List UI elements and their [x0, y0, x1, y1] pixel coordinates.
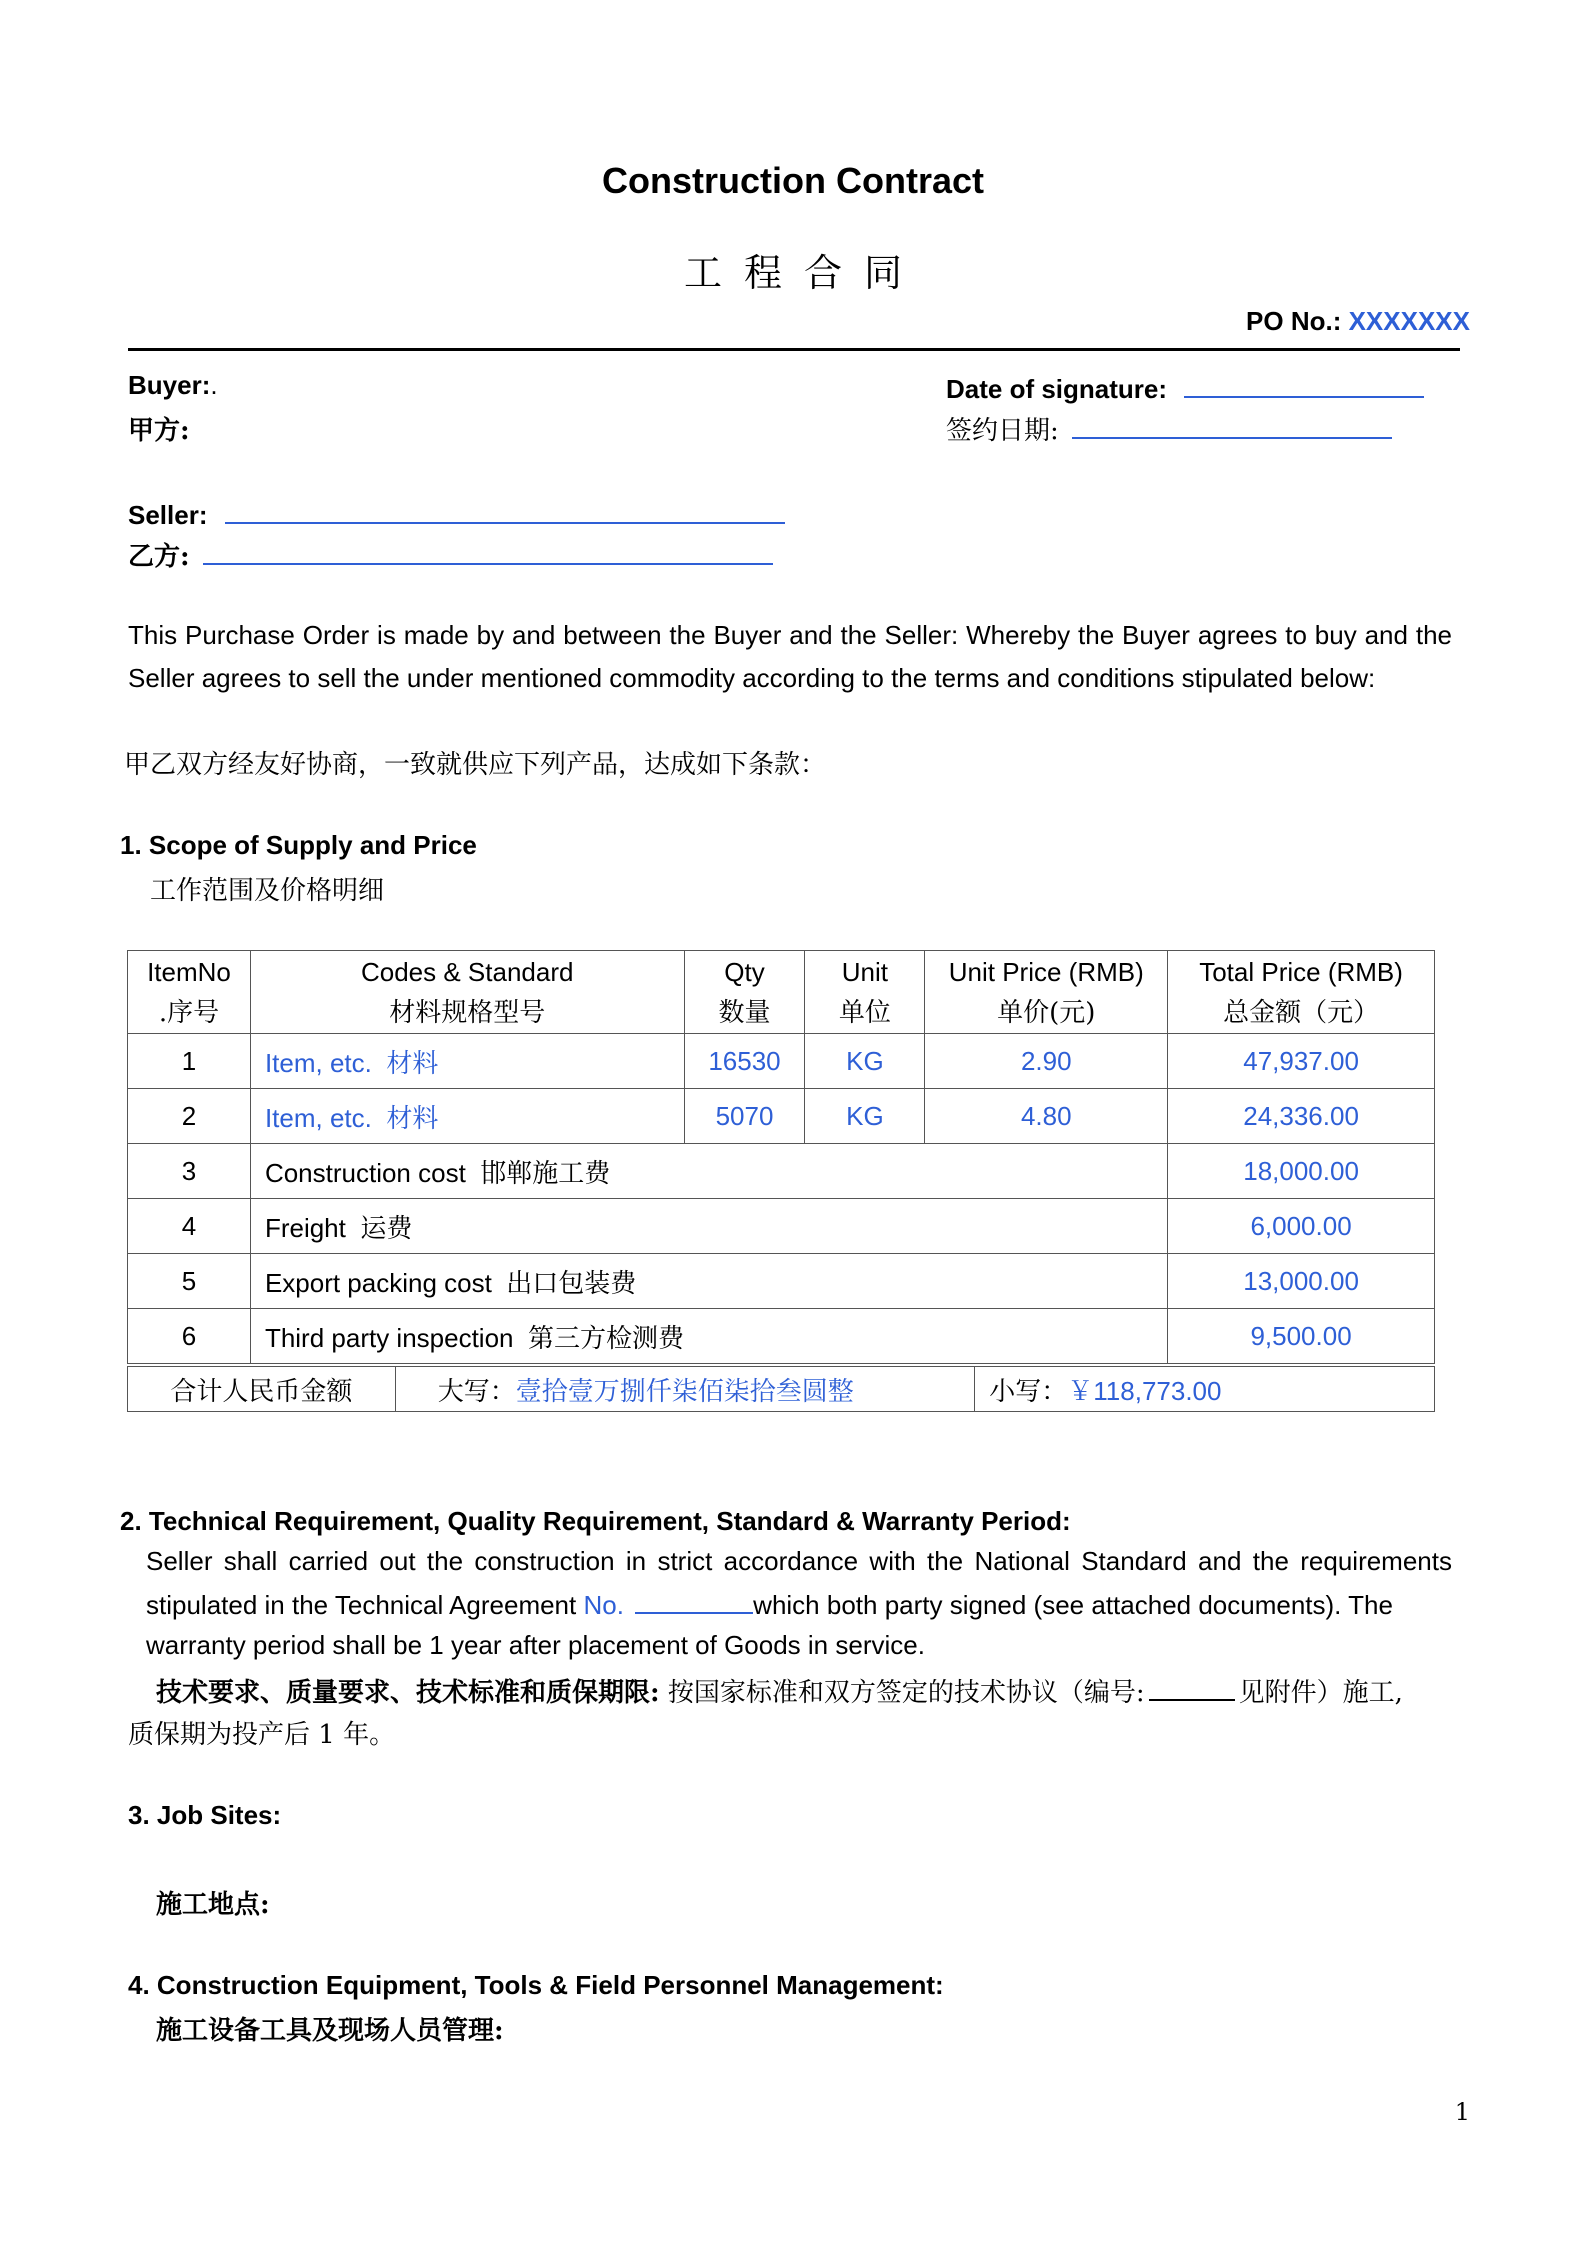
- cell-description: Third party inspection 第三方检测费: [250, 1309, 1167, 1364]
- section2-title: 2. Technical Requirement, Quality Requirement, Standard & Warranty Period:: [120, 1506, 1071, 1536]
- table-row: [128, 1199, 1435, 1254]
- buyer-suffix: .: [210, 370, 218, 400]
- intro-paragraph: This Purchase Order is made by and between the Buyer and the Seller: Whereby the Buyer agrees to buy and the Seller agrees to sell the under mentioned commodity according to the terms and conditions stipulated below:: [128, 620, 1452, 693]
- po-number: [1246, 306, 1470, 337]
- page-number: 1: [1454, 2098, 1470, 2126]
- cell-total: 24,336.00: [1168, 1089, 1435, 1144]
- cell-description: Construction cost 邯郸施工费: [250, 1144, 1167, 1199]
- cell-total: 9,500.00: [1168, 1309, 1435, 1364]
- buyer-label-en: Buyer:: [128, 370, 211, 400]
- section2-cn-line1: [156, 1672, 1403, 1709]
- buyer-label: [128, 370, 218, 401]
- cell-item-no: 1: [128, 1034, 251, 1089]
- table-row: [128, 1309, 1435, 1364]
- section3-title: 3. Job Sites:: [128, 1800, 282, 1830]
- table-row: [128, 1144, 1435, 1199]
- section2-cn-text: 按国家标准和双方签定的技术协议（编号:: [659, 1678, 1145, 1708]
- po-label: PO No.:: [1246, 306, 1349, 336]
- section4-title: 4. Construction Equipment, Tools & Field Personnel Management:: [128, 1970, 944, 2000]
- cell-item-no: 5: [128, 1254, 251, 1309]
- price-table: [127, 950, 1435, 1364]
- seller-label-en: Seller:: [128, 500, 208, 530]
- section1-subtitle: 工作范围及价格明细: [150, 876, 385, 906]
- header-cell-unit-price: Unit Price (RMB) 单价(元): [925, 951, 1168, 1034]
- header-cell-codes: Codes & Standard 材料规格型号: [250, 951, 684, 1034]
- po-value: XXXXXXX: [1348, 306, 1470, 336]
- section2-line2-text-b: which both party signed (see attached documents). The: [753, 1590, 1393, 1620]
- summary-small-amount: 小写：￥118,773.00: [975, 1367, 1435, 1412]
- header-cell-qty: Qty 数量: [684, 951, 805, 1034]
- section3-subtitle: 施工地点:: [156, 1890, 270, 1920]
- table-header-row: [128, 951, 1435, 1034]
- cell-code: Item, etc. 材料: [250, 1089, 684, 1144]
- summary-capital-amount: 大写：壹拾壹万捌仟柒佰柒拾叁圆整: [395, 1367, 975, 1412]
- section2-line1: Seller shall carried out the construction in strict accordance with the National Standard and the requirements: [146, 1546, 1452, 1576]
- cell-total: 13,000.00: [1168, 1254, 1435, 1309]
- date-cn-blank-line[interactable]: [1072, 411, 1392, 439]
- cell-item-no: 4: [128, 1199, 251, 1254]
- seller-label: [128, 496, 785, 531]
- summary-label: 合计人民币金额: [128, 1367, 396, 1412]
- table-row: [128, 1254, 1435, 1309]
- seller-cn-blank-line[interactable]: [203, 537, 773, 565]
- cell-total: 6,000.00: [1168, 1199, 1435, 1254]
- header-cell-unit: Unit 单位: [805, 951, 925, 1034]
- section4-subtitle: 施工设备工具及现场人员管理:: [156, 2016, 504, 2046]
- cell-item-no: 6: [128, 1309, 251, 1364]
- section2-cn-text-b: 见附件）施工,: [1238, 1678, 1403, 1708]
- section2-line2: [146, 1588, 1393, 1621]
- cell-qty: 5070: [684, 1089, 805, 1144]
- cell-item-no: 3: [128, 1144, 251, 1199]
- header-cell-total-price: Total Price (RMB) 总金额（元）: [1168, 951, 1435, 1034]
- cell-unit: KG: [805, 1034, 925, 1089]
- seller-blank-line[interactable]: [225, 496, 785, 524]
- header-cell-item-no: ItemNo .序号: [128, 951, 251, 1034]
- document-title-cn: 工程合同: [683, 251, 924, 295]
- agreement-no-label: No.: [583, 1590, 624, 1620]
- cell-item-no: 2: [128, 1089, 251, 1144]
- section2-line3: warranty period shall be 1 year after placement of Goods in service.: [146, 1630, 925, 1660]
- date-label-cn: 签约日期:: [946, 416, 1059, 446]
- date-of-signature: [946, 370, 1424, 405]
- cell-unit: KG: [805, 1089, 925, 1144]
- buyer-label-cn: 甲方:: [128, 416, 190, 446]
- cell-description: Export packing cost 出口包装费: [250, 1254, 1167, 1309]
- section1-title: 1. Scope of Supply and Price: [120, 830, 477, 860]
- table-row: [128, 1034, 1435, 1089]
- date-blank-line[interactable]: [1184, 370, 1424, 398]
- section2-cn-line2: 质保期为投产后 1 年。: [128, 1720, 396, 1750]
- date-label-en: Date of signature:: [946, 374, 1168, 404]
- cell-description: Freight 运费: [250, 1199, 1167, 1254]
- summary-row: [128, 1367, 1435, 1412]
- summary-table: [127, 1366, 1435, 1412]
- cell-code: Item, etc. 材料: [250, 1034, 684, 1089]
- section2-line2-text: stipulated in the Technical Agreement: [146, 1590, 584, 1620]
- cell-total: 18,000.00: [1168, 1144, 1435, 1199]
- document-title: Construction Contract: [602, 160, 984, 201]
- cell-qty: 16530: [684, 1034, 805, 1089]
- seller-label-cn: 乙方:: [128, 542, 190, 572]
- cell-unit-price: 2.90: [925, 1034, 1168, 1089]
- cell-total: 47,937.00: [1168, 1034, 1435, 1089]
- seller-label-cn-row: [128, 536, 773, 573]
- cell-unit-price: 4.80: [925, 1089, 1168, 1144]
- table-row: [128, 1089, 1435, 1144]
- section2-cn-bold: 技术要求、质量要求、技术标准和质保期限:: [156, 1678, 660, 1708]
- agreement-no-cn-blank[interactable]: [1149, 1675, 1235, 1701]
- intro-paragraph-cn: 甲乙双方经友好协商，一致就供应下列产品，达成如下条款：: [124, 750, 827, 780]
- header-divider: [128, 348, 1460, 351]
- date-of-signature-cn: [946, 410, 1392, 447]
- agreement-no-blank[interactable]: [635, 1588, 753, 1614]
